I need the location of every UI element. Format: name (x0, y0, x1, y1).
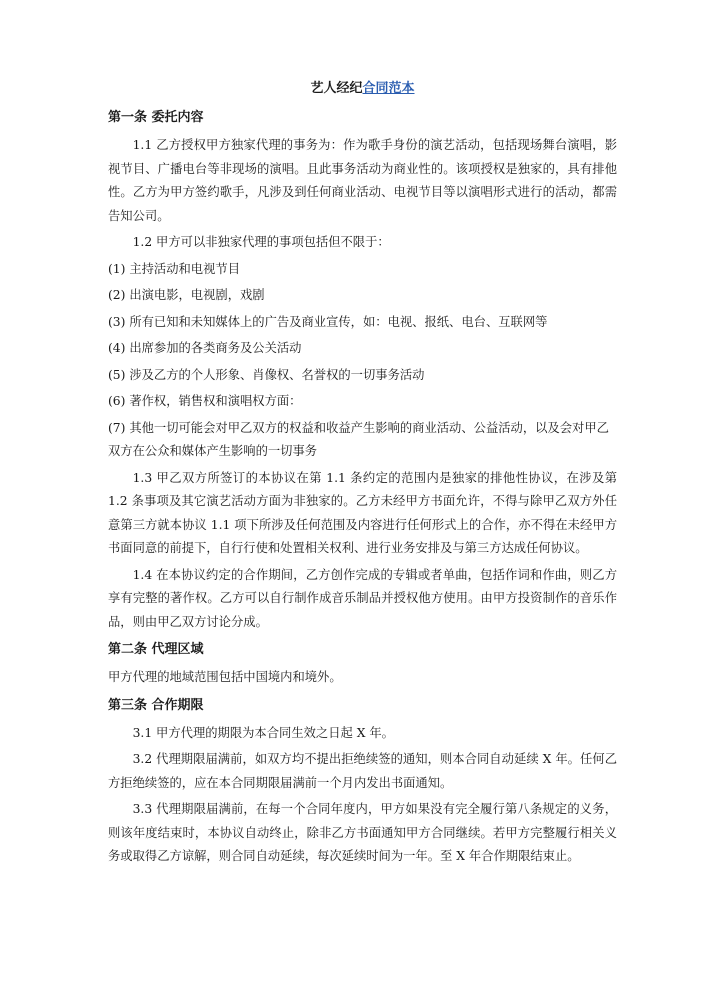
section-heading-3: 第三条 合作期限 (108, 697, 204, 713)
title-text: 艺人经纪 (310, 81, 363, 96)
document-title (108, 80, 617, 98)
clause-1-1: 1.1 乙方授权甲方独家代理的事务为：作为歌手身份的演艺活动，包括现场舞台演唱，影视节目、广播电台等非现场的演唱。且此事务活动为商业性的。该项授权是独家的，具有排他性。乙方为甲方签约歌手，凡涉及到任何商业活动、电视节目等以演唱形式进行的活动，都需告知公司。 (108, 138, 617, 223)
clause-1-2: 1.2 甲方可以非独家代理的事项包括但不限于： (132, 235, 390, 249)
list-item: (5) 涉及乙方的个人形象、肖像权、名誉权的一切事务活动 (108, 367, 425, 382)
title-link[interactable]: 合同范本 (362, 81, 415, 96)
section-heading-1: 第一条 委托内容 (108, 110, 204, 125)
clause-3-1: 3.1 甲方代理的期限为本合同生效之日起 X 年。 (132, 725, 394, 740)
list-item: (1) 主持活动和电视节目 (108, 261, 240, 276)
clause-3-2: 3.2 代理期限届满前，如双方均不提出拒绝续签的通知，则本合同自动延续 X 年。任何乙方拒绝续签的，应在本合同期限届满前一个月内发出书面通知。 (108, 752, 617, 790)
clause-2: 甲方代理的地域范围包括中国境内和境外。 (108, 670, 342, 684)
list-item: (2) 出演电影，电视剧，戏剧 (108, 288, 265, 302)
clause-3-3: 3.3 代理期限届满前，在每一个合同年度内，甲方如果没有完全履行第八条规定的义务，则该年度结束时，本协议自动终止，除非乙方书面通知甲方合同继续。若甲方完整履行相关义务或取得乙方谅解，则合同自动延续，每次延续时间为一年。至 X 年合作期限结束止。 (108, 802, 617, 863)
clause-1-4: 1.4 在本协议约定的合作期间，乙方创作完成的专辑或者单曲，包括作词和作曲，则乙方享有完整的著作权。乙方可以自行制作成音乐制品并授权他方使用。由甲方投资制作的音乐作品，则由甲乙双方讨论分成。 (108, 567, 617, 629)
section-heading-2: 第二条 代理区域 (108, 642, 204, 657)
list-item: (3) 所有已知和未知媒体上的广告及商业宣传，如：电视、报纸、电台、互联网等 (108, 314, 548, 329)
list-item: (4) 出席参加的各类商务及公关活动 (108, 341, 302, 355)
list-item: (7) 其他一切可能会对甲乙双方的权益和收益产生影响的商业活动、公益活动，以及会对甲乙双方在公众和媒体产生影响的一切事务 (108, 420, 609, 458)
clause-1-3: 1.3 甲乙双方所签订的本协议在第 1.1 条约定的范围内是独家的排他性协议，在涉及第 1.2 条事项及其它演艺活动方面为非独家的。乙方未经甲方书面允许，不得与除甲乙双方外任意第三方就本协议 1.1 项下所涉及任何范围及内容进行任何形式上的合作，亦不得在未经甲方书面同意的前提下，自行行使和处置相关权利、进行业务安排及与第三方达成任何协议。 (108, 470, 617, 555)
list-item: (6) 著作权，销售权和演唱权方面： (108, 394, 302, 408)
